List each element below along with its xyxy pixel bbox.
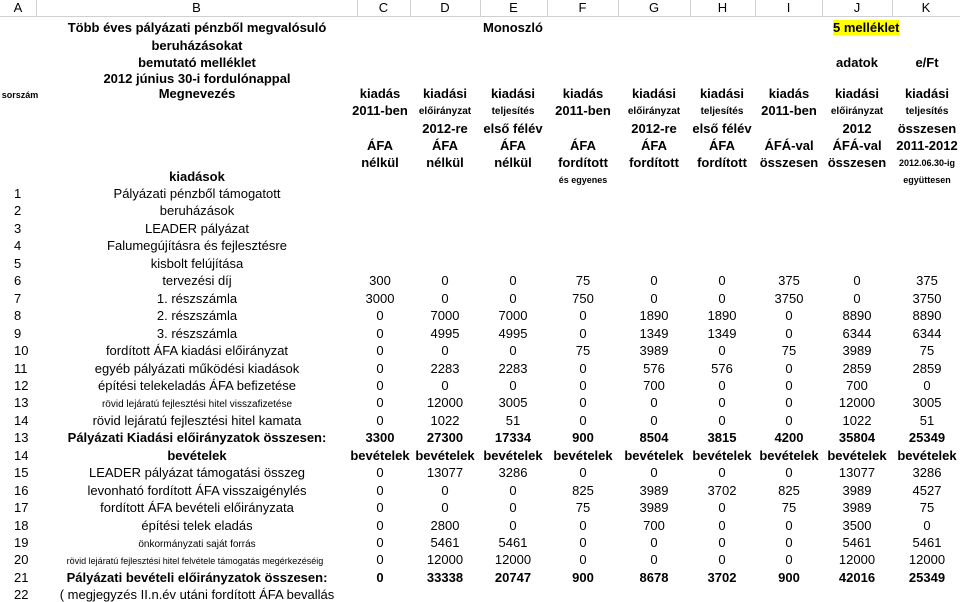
cell-g: 0: [650, 413, 658, 428]
column-separator: [618, 0, 619, 16]
row-number: 16: [14, 483, 29, 498]
cell-g: 0: [650, 465, 658, 480]
cell-d: 0: [441, 273, 449, 288]
cell-d: 13077: [426, 465, 464, 480]
cell-h: 0: [718, 273, 726, 288]
column-separator: [755, 0, 756, 16]
cell-g: 700: [643, 378, 665, 393]
column-separator: [690, 0, 691, 16]
cell-g: 8678: [639, 570, 669, 585]
cell-k: 375: [916, 273, 938, 288]
cell-f: bevételek: [553, 448, 613, 463]
cell-i: 375: [778, 273, 800, 288]
row-number: 21: [14, 570, 29, 585]
row-number: 14: [14, 448, 29, 463]
cell-d: 12000: [426, 552, 464, 567]
title-line-1: Több éves pályázati pénzből megvalósuló: [67, 20, 327, 35]
column-header-a[interactable]: A: [13, 0, 23, 15]
cell-k: 3286: [912, 465, 942, 480]
column-header-k[interactable]: K: [921, 0, 931, 15]
column-header-f[interactable]: F: [578, 0, 587, 15]
row-number: 18: [14, 518, 29, 533]
cell-j: 0: [853, 291, 861, 306]
row-label: rövid lejáratú fejlesztési hitel felvétele támogatás megérkezéséig: [66, 556, 324, 566]
header-i-line-2: 2011-ben: [761, 103, 817, 118]
row-number: 13: [14, 430, 29, 445]
header-g-line-1: kiadási: [631, 86, 677, 101]
cell-i: 0: [785, 326, 793, 341]
cell-g: 576: [643, 361, 665, 376]
row-label: rövid lejáratú fejlesztési hitel visszafizetése: [101, 399, 293, 410]
cell-c: 0: [376, 483, 384, 498]
row-number: 12: [14, 378, 29, 393]
header-d-line-3: 2012-re: [422, 121, 468, 136]
title-line-2: beruházásokat: [151, 38, 243, 53]
cell-d: 2800: [430, 518, 460, 533]
cell-c: 0: [376, 465, 384, 480]
cell-e: 0: [509, 483, 517, 498]
column-header-i[interactable]: I: [786, 0, 791, 15]
cell-j: 700: [846, 378, 868, 393]
cell-h: 576: [711, 361, 733, 376]
cell-c: 0: [376, 552, 384, 567]
header-f-line-2: 2011-ben: [555, 103, 611, 118]
cell-e: 0: [509, 378, 517, 393]
sorszam-label: sorszám: [1, 90, 39, 100]
cell-g: 0: [650, 535, 658, 550]
cell-i: 75: [781, 343, 797, 358]
cell-h: 0: [718, 465, 726, 480]
cell-i: 900: [778, 570, 800, 585]
cell-d: 33338: [426, 570, 464, 585]
cell-c: 0: [376, 413, 384, 428]
cell-j: 12000: [838, 395, 876, 410]
megnevezes-label: Megnevezés: [158, 86, 236, 101]
header-c-line-4: ÁFA: [367, 138, 393, 153]
cell-j: 3500: [842, 518, 872, 533]
row-label: építési telekeladás ÁFA befizetése: [97, 378, 296, 393]
cell-k: 75: [919, 500, 935, 515]
cell-e: 17334: [494, 430, 532, 445]
cell-i: 75: [781, 500, 797, 515]
row-label: Pályázati pénzből támogatott: [113, 186, 281, 201]
cell-e: 3286: [498, 465, 528, 480]
cell-k: 4527: [912, 483, 942, 498]
row-label: önkormányzati saját forrás: [138, 539, 256, 550]
cell-e: 12000: [494, 552, 532, 567]
cell-f: 0: [579, 361, 587, 376]
column-separator: [357, 0, 358, 16]
kiadasok-label: kiadások: [169, 169, 225, 184]
header-i-line-1: kiadás: [768, 86, 810, 101]
column-separator: [480, 0, 481, 16]
cell-f: 0: [579, 395, 587, 410]
cell-e: 0: [509, 500, 517, 515]
cell-f: 750: [572, 291, 594, 306]
cell-k: 2859: [912, 361, 942, 376]
cell-g: 0: [650, 273, 658, 288]
header-f-line-1: kiadás: [562, 86, 604, 101]
cell-c: 0: [376, 535, 384, 550]
cell-i: 0: [785, 395, 793, 410]
row-label: építési telek eladás: [141, 518, 253, 533]
cell-k: 6344: [912, 326, 942, 341]
column-header-c[interactable]: C: [378, 0, 389, 15]
cell-f: 0: [579, 552, 587, 567]
row-number: 10: [14, 343, 29, 358]
cell-c: 0: [376, 378, 384, 393]
cell-f: 0: [579, 326, 587, 341]
cell-d: bevételek: [415, 448, 475, 463]
column-header-g[interactable]: G: [648, 0, 660, 15]
cell-k: 75: [919, 343, 935, 358]
cell-e: 3005: [498, 395, 528, 410]
cell-e: 20747: [494, 570, 532, 585]
column-separator: [547, 0, 548, 16]
cell-j: 5461: [842, 535, 872, 550]
row-number: 2: [14, 203, 22, 218]
cell-e: 0: [509, 343, 517, 358]
cell-k: 5461: [912, 535, 942, 550]
cell-f: 0: [579, 518, 587, 533]
column-header-b[interactable]: B: [192, 0, 201, 15]
row-label: kisbolt felújítása: [150, 256, 244, 271]
cell-d: 0: [441, 343, 449, 358]
cell-j: 42016: [838, 570, 876, 585]
row-number: 13: [14, 395, 29, 410]
cell-g: 700: [643, 518, 665, 533]
cell-j: 8890: [842, 308, 872, 323]
cell-d: 1022: [430, 413, 460, 428]
cell-k: 3750: [912, 291, 942, 306]
header-k-line-1: kiadási: [904, 86, 950, 101]
cell-e: bevételek: [483, 448, 543, 463]
cell-h: 0: [718, 552, 726, 567]
row-label: levonható fordított ÁFA visszaigénylés: [87, 483, 307, 498]
row-number: 8: [14, 308, 22, 323]
cell-g: 0: [650, 552, 658, 567]
cell-d: 5461: [430, 535, 460, 550]
row-label: 1. részszámla: [156, 291, 238, 306]
header-i-line-4: ÁFÁ-val: [764, 138, 814, 153]
cell-g: 1349: [639, 326, 669, 341]
cell-g: 3989: [639, 500, 669, 515]
column-header-e[interactable]: E: [509, 0, 518, 15]
column-header-h[interactable]: H: [717, 0, 728, 15]
header-j-line-2: előirányzat: [830, 106, 884, 117]
cell-h: 0: [718, 413, 726, 428]
cell-c: 0: [376, 326, 384, 341]
units-value: e/Ft: [915, 55, 939, 70]
cell-c: bevételek: [350, 448, 410, 463]
cell-f: 75: [575, 500, 591, 515]
row-number: 22: [14, 587, 29, 602]
cell-h: 0: [718, 395, 726, 410]
column-header-d[interactable]: D: [440, 0, 450, 15]
cell-f: 75: [575, 273, 591, 288]
row-label: rövid lejáratú fejlesztési hitel kamata: [92, 413, 302, 428]
cell-i: 825: [778, 483, 800, 498]
cell-e: 0: [509, 518, 517, 533]
cell-j: 6344: [842, 326, 872, 341]
cell-h: 0: [718, 535, 726, 550]
cell-j: bevételek: [827, 448, 887, 463]
row-number: 6: [14, 273, 22, 288]
cell-d: 4995: [430, 326, 460, 341]
cell-c: 0: [376, 361, 384, 376]
cell-f: 900: [572, 570, 594, 585]
column-header-row: [0, 0, 960, 17]
cell-j: 12000: [838, 552, 876, 567]
column-separator: [822, 0, 823, 16]
header-d-line-4: ÁFA: [432, 138, 458, 153]
header-c-line-1: kiadás: [359, 86, 401, 101]
row-label: LEADER pályázat: [144, 221, 250, 236]
cell-c: 0: [376, 518, 384, 533]
cell-e: 0: [509, 273, 517, 288]
cell-d: 0: [441, 378, 449, 393]
cell-k: 25349: [908, 570, 946, 585]
cell-i: 0: [785, 413, 793, 428]
cell-f: 825: [572, 483, 594, 498]
row-label: ( megjegyzés II.n.év utáni fordított ÁFA bevallás: [59, 587, 335, 602]
header-g-line-2: előirányzat: [627, 106, 681, 117]
header-e-line-5: nélkül: [494, 155, 532, 170]
cell-f: 0: [579, 535, 587, 550]
header-j-line-5: összesen: [827, 155, 887, 170]
cell-g: 0: [650, 291, 658, 306]
row-label: Pályázati bevételi előirányzatok összesen:: [66, 570, 328, 585]
cell-f: 0: [579, 413, 587, 428]
cell-i: 0: [785, 535, 793, 550]
header-d-line-5: nélkül: [426, 155, 464, 170]
header-f-line-5: fordított: [558, 155, 608, 170]
cell-i: 0: [785, 552, 793, 567]
cell-k: 3005: [912, 395, 942, 410]
row-label: Pályázati Kiadási előirányzatok összesen:: [67, 430, 327, 445]
cell-j: 0: [853, 273, 861, 288]
header-k-line-6: együttesen: [903, 175, 951, 185]
cell-h: 0: [718, 343, 726, 358]
cell-h: 0: [718, 378, 726, 393]
cell-g: 1890: [639, 308, 669, 323]
row-number: 5: [14, 256, 22, 271]
cell-d: 2283: [430, 361, 460, 376]
cell-i: 3750: [774, 291, 804, 306]
header-c-line-2: 2011-ben: [352, 103, 408, 118]
cell-k: 25349: [908, 430, 946, 445]
row-label: tervezési díj: [162, 273, 232, 288]
cell-c: 3000: [365, 291, 395, 306]
cell-c: 0: [376, 500, 384, 515]
row-label: beruházások: [159, 203, 235, 218]
row-number: 11: [14, 361, 28, 376]
cell-i: 0: [785, 361, 793, 376]
header-g-line-3: 2012-re: [631, 121, 677, 136]
header-e-line-2: teljesítés: [491, 106, 535, 117]
cell-h: 3702: [707, 483, 737, 498]
cell-i: 0: [785, 378, 793, 393]
cell-j: 3989: [842, 343, 872, 358]
cell-d: 0: [441, 500, 449, 515]
header-f-line-4: ÁFA: [570, 138, 596, 153]
cell-f: 0: [579, 308, 587, 323]
cell-f: 0: [579, 378, 587, 393]
header-d-line-1: kiadási: [422, 86, 468, 101]
cell-i: 0: [785, 518, 793, 533]
row-number: 7: [14, 291, 22, 306]
header-k-line-2: teljesítés: [905, 106, 949, 117]
row-label: 2. részszámla: [156, 308, 238, 323]
cell-d: 7000: [430, 308, 460, 323]
header-h-line-4: ÁFA: [709, 138, 735, 153]
header-i-line-5: összesen: [759, 155, 819, 170]
cell-k: 51: [919, 413, 935, 428]
header-j-line-3: 2012: [842, 121, 872, 136]
header-h-line-3: első félév: [692, 121, 752, 136]
cell-g: 3989: [639, 343, 669, 358]
row-number: 19: [14, 535, 29, 550]
header-c-line-5: nélkül: [361, 155, 399, 170]
row-number: 17: [14, 500, 29, 515]
cell-e: 2283: [498, 361, 528, 376]
row-label: bevételek: [167, 448, 227, 463]
cell-j: 13077: [838, 465, 876, 480]
column-separator: [892, 0, 893, 16]
es-egyenes-label: és egyenes: [558, 175, 608, 185]
cell-g: 8504: [639, 430, 669, 445]
row-number: 14: [14, 413, 29, 428]
cell-d: 0: [441, 291, 449, 306]
header-e-line-3: első félév: [483, 121, 543, 136]
cell-h: 0: [718, 500, 726, 515]
cell-j: 35804: [838, 430, 876, 445]
cell-h: 1890: [707, 308, 737, 323]
cell-c: 0: [376, 308, 384, 323]
cell-e: 4995: [498, 326, 528, 341]
row-number: 15: [14, 465, 29, 480]
cell-e: 51: [505, 413, 521, 428]
cell-i: bevételek: [759, 448, 819, 463]
cell-e: 0: [509, 291, 517, 306]
header-h-line-5: fordított: [697, 155, 747, 170]
cell-j: 1022: [842, 413, 872, 428]
cell-k: 12000: [908, 552, 946, 567]
cell-c: 300: [369, 273, 391, 288]
cell-e: 5461: [498, 535, 528, 550]
cell-c: 0: [376, 570, 384, 585]
header-g-line-5: fordított: [629, 155, 679, 170]
header-h-line-2: teljesítés: [700, 106, 744, 117]
cell-h: 3815: [707, 430, 737, 445]
header-g-line-4: ÁFA: [641, 138, 667, 153]
column-separator: [36, 0, 37, 16]
header-d-line-2: előirányzat: [418, 106, 472, 117]
annex-label: 5 melléklet: [833, 20, 900, 35]
cell-g: 0: [650, 395, 658, 410]
header-k-line-3: összesen: [897, 121, 957, 136]
row-label: 3. részszámla: [156, 326, 238, 341]
cell-j: 3989: [842, 500, 872, 515]
row-label: egyéb pályázati működési kiadások: [94, 361, 300, 376]
cell-h: 1349: [707, 326, 737, 341]
title-line-3: bemutató melléklet: [138, 55, 256, 70]
cell-c: 0: [376, 343, 384, 358]
cell-i: 0: [785, 308, 793, 323]
cell-h: 0: [718, 518, 726, 533]
header-e-line-4: ÁFA: [500, 138, 526, 153]
row-number: 1: [14, 186, 22, 201]
header-j-line-1: kiadási: [834, 86, 880, 101]
cell-k: bevételek: [897, 448, 957, 463]
cell-e: 7000: [498, 308, 528, 323]
cell-j: 2859: [842, 361, 872, 376]
row-number: 4: [14, 238, 22, 253]
row-label: fordított ÁFA kiadási előirányzat: [105, 343, 289, 358]
column-separator: [410, 0, 411, 16]
row-number: 20: [14, 552, 29, 567]
municipality-name: Monoszló: [483, 20, 543, 35]
row-label: Falumegújításra és fejlesztésre: [107, 238, 287, 253]
cell-f: 0: [579, 465, 587, 480]
cell-j: 3989: [842, 483, 872, 498]
header-e-line-1: kiadási: [490, 86, 536, 101]
title-line-4: 2012 június 30-i fordulónappal: [103, 71, 291, 86]
cell-h: 0: [718, 291, 726, 306]
cell-d: 27300: [426, 430, 464, 445]
cell-c: 0: [376, 395, 384, 410]
cell-h: bevételek: [692, 448, 752, 463]
row-number: 3: [14, 221, 22, 236]
cell-k: 0: [923, 378, 931, 393]
cell-g: 3989: [639, 483, 669, 498]
cell-d: 0: [441, 483, 449, 498]
cell-f: 75: [575, 343, 591, 358]
row-label: LEADER pályázat támogatási összeg: [88, 465, 306, 480]
cell-d: 12000: [426, 395, 464, 410]
units-label: adatok: [836, 55, 878, 70]
cell-f: 900: [572, 430, 594, 445]
cell-k: 0: [923, 518, 931, 533]
row-number: 9: [14, 326, 22, 341]
column-header-j[interactable]: J: [853, 0, 861, 15]
header-j-line-4: ÁFÁ-val: [832, 138, 882, 153]
cell-g: bevételek: [624, 448, 684, 463]
cell-k: 8890: [912, 308, 942, 323]
header-h-line-1: kiadási: [699, 86, 745, 101]
header-k-line-4: 2011-2012: [896, 138, 958, 153]
cell-i: 4200: [774, 430, 804, 445]
cell-i: 0: [785, 465, 793, 480]
cell-c: 3300: [365, 430, 395, 445]
cell-h: 3702: [707, 570, 737, 585]
header-k-line-5: 2012.06.30-ig: [898, 158, 956, 168]
row-label: fordított ÁFA bevételi előirányzata: [100, 500, 294, 515]
